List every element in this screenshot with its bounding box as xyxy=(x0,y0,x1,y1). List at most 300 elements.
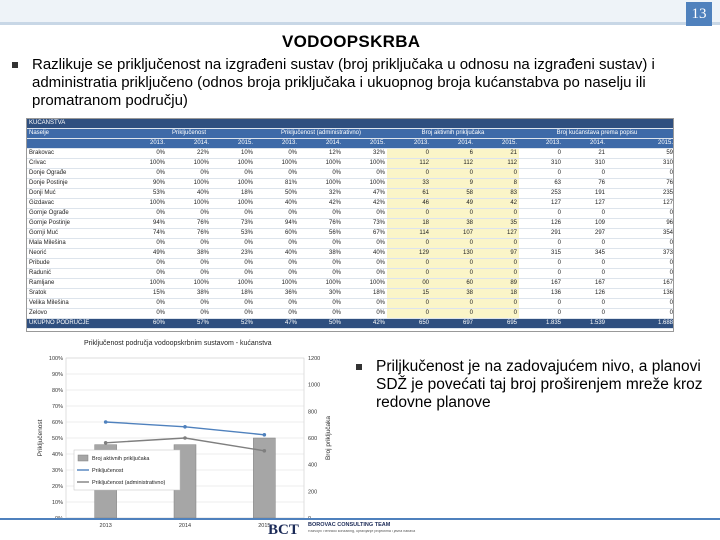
y-tick-label: 20% xyxy=(51,484,63,490)
table-cell: 0% xyxy=(167,239,211,249)
table-cell: 18% xyxy=(211,289,255,299)
table-cell: 89 xyxy=(475,279,519,289)
slide-number: 13 xyxy=(686,2,712,26)
series-point xyxy=(183,425,187,429)
year-header: 2013. xyxy=(519,139,563,149)
table-cell: 50% xyxy=(299,319,343,329)
y-axis-label: Priključenost xyxy=(37,419,44,457)
table-cell: 112 xyxy=(431,159,475,169)
table-cell: 0% xyxy=(255,259,299,269)
logo-mark: BCT xyxy=(268,522,299,538)
table-cell: 0 xyxy=(431,209,475,219)
table-cell: 310 xyxy=(607,159,674,169)
table-cell: 40% xyxy=(255,199,299,209)
table-cell: 235 xyxy=(607,189,674,199)
table-cell: 53% xyxy=(123,189,167,199)
table-row xyxy=(27,189,674,199)
table-cell: 47% xyxy=(343,189,387,199)
table-cell: 354 xyxy=(607,229,674,239)
table-cell: 0 xyxy=(563,209,607,219)
table-row xyxy=(27,169,674,179)
table-cell: 97 xyxy=(475,249,519,259)
table-cell: 67% xyxy=(343,229,387,239)
table-cell: 94% xyxy=(123,219,167,229)
table-cell: 60% xyxy=(123,319,167,329)
table-cell: 38 xyxy=(431,289,475,299)
table-row xyxy=(27,229,674,239)
series-point xyxy=(263,449,267,453)
group-header: Broj aktivnih priključaka xyxy=(387,129,519,139)
table-cell: 00 xyxy=(387,279,431,289)
table-cell: 0 xyxy=(475,299,519,309)
table-cell: 83 xyxy=(475,189,519,199)
total-row xyxy=(27,319,674,329)
table-cell: 42% xyxy=(299,199,343,209)
households-table xyxy=(26,118,674,332)
settlement-name: Donje Ograđe xyxy=(27,169,123,179)
table-cell: 100% xyxy=(211,179,255,189)
table-row xyxy=(27,289,674,299)
table-cell: 291 xyxy=(519,229,563,239)
table-cell: 126 xyxy=(563,289,607,299)
series-point xyxy=(183,436,187,440)
top-bar xyxy=(0,0,720,22)
table-cell: 42% xyxy=(343,199,387,209)
table-cell: 30% xyxy=(299,289,343,299)
table-cell: 112 xyxy=(475,159,519,169)
top-bar-accent xyxy=(0,22,720,25)
summary-bullet xyxy=(376,358,706,412)
table-cell: 167 xyxy=(519,279,563,289)
year-header: 2013. xyxy=(123,139,167,149)
table-cell: 22% xyxy=(167,149,211,159)
table-cell: 63 xyxy=(519,179,563,189)
table-cell: 650 xyxy=(387,319,431,329)
table-cell: 310 xyxy=(563,159,607,169)
table-cell: 0 xyxy=(431,239,475,249)
x-tick-label: 2015 xyxy=(258,523,271,529)
table-cell: 33 xyxy=(387,179,431,189)
settlement-name: Mala Milešina xyxy=(27,239,123,249)
y-tick-label: 10% xyxy=(51,500,63,506)
table-cell: 0% xyxy=(299,259,343,269)
table-cell: 0 xyxy=(607,269,674,279)
table-cell: 136 xyxy=(519,289,563,299)
table-cell: 100% xyxy=(299,279,343,289)
first-col-header: Naselje xyxy=(27,129,123,139)
table-cell: 73% xyxy=(211,219,255,229)
table-cell: 0 xyxy=(563,269,607,279)
table-cell: 0% xyxy=(123,299,167,309)
table-cell: 0 xyxy=(387,149,431,159)
settlement-name: Velika Milešina xyxy=(27,299,123,309)
table-cell: 695 xyxy=(475,319,519,329)
table-cell: 0% xyxy=(343,209,387,219)
table-cell: 0% xyxy=(167,209,211,219)
chart-svg xyxy=(34,350,334,536)
table-cell: 38% xyxy=(299,249,343,259)
table-cell: 0 xyxy=(387,259,431,269)
table-cell: 15 xyxy=(387,289,431,299)
table-cell: 0% xyxy=(123,209,167,219)
legend-label: Broj aktivnih priključaka xyxy=(92,456,150,462)
table-cell: 0% xyxy=(299,209,343,219)
table-cell: 0 xyxy=(563,239,607,249)
table-cell: 0% xyxy=(123,259,167,269)
table-cell: 0% xyxy=(255,299,299,309)
table-cell: 0 xyxy=(607,309,674,319)
table-cell: 107 xyxy=(431,229,475,239)
legend-label: Priključenost (administrativno) xyxy=(92,480,166,486)
y-tick-label: 70% xyxy=(51,404,63,410)
table-cell: 297 xyxy=(563,229,607,239)
table-cell: 0% xyxy=(211,209,255,219)
settlement-name: Brakovac xyxy=(27,149,123,159)
group-header: Broj kućanstava prema popisu xyxy=(519,129,674,139)
table-caption: KUĆANSTVA xyxy=(27,119,674,129)
table-cell: 112 xyxy=(387,159,431,169)
table-row xyxy=(27,209,674,219)
table-cell: 0% xyxy=(211,309,255,319)
y-tick-label: 60% xyxy=(51,420,63,426)
table-cell: 100% xyxy=(211,199,255,209)
table-cell: 40% xyxy=(343,249,387,259)
table-cell: 0 xyxy=(607,209,674,219)
table-cell: 167 xyxy=(563,279,607,289)
table-cell: 191 xyxy=(563,189,607,199)
table-cell: 0% xyxy=(343,259,387,269)
settlement-name: Radunić xyxy=(27,269,123,279)
table-cell: 100% xyxy=(123,199,167,209)
year-header: 2014. xyxy=(563,139,607,149)
table-row xyxy=(27,259,674,269)
settlement-name: Gizdavac xyxy=(27,199,123,209)
table-cell: 40% xyxy=(167,189,211,199)
table-cell: 0 xyxy=(607,259,674,269)
table-cell: 100% xyxy=(167,199,211,209)
x-tick-label: 2013 xyxy=(99,523,112,529)
table-cell: 0 xyxy=(519,209,563,219)
table-cell: 0% xyxy=(299,169,343,179)
y-tick-label: 30% xyxy=(51,468,63,474)
y2-tick-label: 1000 xyxy=(308,382,321,389)
table-cell: 61 xyxy=(387,189,431,199)
table-cell: 100% xyxy=(299,179,343,189)
table-cell: 0 xyxy=(431,169,475,179)
table-cell: 345 xyxy=(563,249,607,259)
logo-subtitle: Razvojni i tehnički konzalting, upravljanje projektima i javna nabava xyxy=(308,530,416,533)
table-cell: 0% xyxy=(299,239,343,249)
table-cell: 0 xyxy=(519,239,563,249)
table-cell: 0% xyxy=(167,259,211,269)
table-cell: 6 xyxy=(431,149,475,159)
table-body xyxy=(27,149,674,329)
table-cell: 47% xyxy=(255,319,299,329)
settlement-name: Donje Postinje xyxy=(27,179,123,189)
table-row xyxy=(27,249,674,259)
table-row xyxy=(27,159,674,169)
group-header: Priključenost xyxy=(123,129,255,139)
year-header: 2014. xyxy=(299,139,343,149)
table-cell: 127 xyxy=(607,199,674,209)
summary-text: Priljkučenost je na zadovajućem nivo, a planovi SDŽ je povećati taj broj proširenjem mreže kroz redovne planove xyxy=(376,358,703,411)
y2-tick-label: 400 xyxy=(308,462,318,469)
table-cell: 0 xyxy=(475,269,519,279)
table-cell: 1.688 xyxy=(607,319,674,329)
table-cell: 58 xyxy=(431,189,475,199)
table-cell: 0 xyxy=(387,209,431,219)
table-cell: 0 xyxy=(519,269,563,279)
settlement-name: Gornji Muć xyxy=(27,229,123,239)
table-row xyxy=(27,149,674,159)
year-header: 2015. xyxy=(343,139,387,149)
table-cell: 76% xyxy=(167,219,211,229)
table-cell: 0 xyxy=(387,239,431,249)
table-cell: 0% xyxy=(123,149,167,159)
x-tick-label: 2014 xyxy=(178,523,192,529)
table-cell: 94% xyxy=(255,219,299,229)
table-cell: 0 xyxy=(519,259,563,269)
table-cell: 60% xyxy=(255,229,299,239)
table-cell: 0 xyxy=(431,259,475,269)
chart-title: Priključenost područja vodoopskrbnim sustavom - kućanstva xyxy=(84,340,272,347)
bullet-square-icon xyxy=(356,364,362,370)
table-cell: 38% xyxy=(167,289,211,299)
table-cell: 32% xyxy=(343,149,387,159)
table-cell: 0% xyxy=(211,239,255,249)
table-cell: 32% xyxy=(299,189,343,199)
table-cell: 40% xyxy=(255,249,299,259)
table-cell: 109 xyxy=(563,219,607,229)
table-cell: 57% xyxy=(167,319,211,329)
table-cell: 0 xyxy=(431,269,475,279)
table-cell: 0% xyxy=(167,309,211,319)
table-cell: 0% xyxy=(255,239,299,249)
table-cell: 0% xyxy=(299,269,343,279)
table-cell: 100% xyxy=(167,279,211,289)
table-cell: 60 xyxy=(431,279,475,289)
table-cell: 9 xyxy=(431,179,475,189)
intro-text: Razlikuje se priključenost na izgrađeni sustav (broj priključaka u odnosu na izgrađeni sustav) i administratia priključeno (odnos broja priključaka i ukuopnog broja kućanstabva po naselju ili promatranom području) xyxy=(32,56,655,109)
y-tick-label: 80% xyxy=(51,388,63,394)
table-cell: 81% xyxy=(255,179,299,189)
table-cell: 0 xyxy=(475,169,519,179)
table-cell: 0 xyxy=(563,299,607,309)
intro-bullet xyxy=(12,56,716,110)
table-cell: 0% xyxy=(123,239,167,249)
y2-tick-label: 800 xyxy=(308,409,318,416)
table-cell: 0% xyxy=(343,169,387,179)
table-cell: 0% xyxy=(255,149,299,159)
table-cell: 0 xyxy=(519,299,563,309)
slide-title: VODOOPSKRBA xyxy=(282,32,421,51)
settlement-name: Crivac xyxy=(27,159,123,169)
table-cell: 100% xyxy=(123,159,167,169)
table-cell: 0% xyxy=(255,309,299,319)
y2-tick-label: 1200 xyxy=(308,356,321,362)
table-cell: 0 xyxy=(431,309,475,319)
table-cell: 46 xyxy=(387,199,431,209)
table-cell: 0% xyxy=(167,269,211,279)
footer-line xyxy=(0,518,720,520)
table-cell: 1.539 xyxy=(563,319,607,329)
table-cell: 56% xyxy=(299,229,343,239)
table-cell: 76 xyxy=(607,179,674,189)
table-cell: 127 xyxy=(475,229,519,239)
table-cell: 0 xyxy=(607,239,674,249)
table-cell: 136 xyxy=(607,289,674,299)
table-cell: 76% xyxy=(167,229,211,239)
table-row xyxy=(27,179,674,189)
table-cell: 96 xyxy=(607,219,674,229)
settlement-name: Pribude xyxy=(27,259,123,269)
table-cell: 100% xyxy=(211,159,255,169)
year-header: 2015. xyxy=(211,139,255,149)
settlement-name: Sratok xyxy=(27,289,123,299)
table-cell: 0 xyxy=(475,239,519,249)
table-cell: 0% xyxy=(211,259,255,269)
y-tick-label: 90% xyxy=(51,372,63,378)
table-cell: 42 xyxy=(475,199,519,209)
table-cell: 373 xyxy=(607,249,674,259)
table-cell: 0 xyxy=(475,259,519,269)
table-cell: 18% xyxy=(211,189,255,199)
y2-tick-label: 600 xyxy=(308,436,318,442)
table-cell: 0% xyxy=(255,169,299,179)
settlement-name: UKUPNO PODRUČJE xyxy=(27,319,123,329)
settlement-name: Gornje Ograđe xyxy=(27,209,123,219)
year-header: 2013. xyxy=(387,139,431,149)
table-cell: 130 xyxy=(431,249,475,259)
year-header: 2013. xyxy=(255,139,299,149)
table-cell: 90% xyxy=(123,179,167,189)
company-logo xyxy=(268,521,418,540)
table-cell: 100% xyxy=(343,279,387,289)
table-cell: 0% xyxy=(123,169,167,179)
table-cell: 0% xyxy=(167,169,211,179)
y-tick-label: 100% xyxy=(48,356,63,362)
table-cell: 76 xyxy=(563,179,607,189)
table-cell: 74% xyxy=(123,229,167,239)
table-cell: 114 xyxy=(387,229,431,239)
table-cell: 18 xyxy=(387,219,431,229)
table-cell: 127 xyxy=(519,199,563,209)
table-cell: 0 xyxy=(387,169,431,179)
table-cell: 0 xyxy=(563,309,607,319)
table-cell: 0 xyxy=(607,299,674,309)
settlement-name: Gornje Postinje xyxy=(27,219,123,229)
y-tick-label: 50% xyxy=(51,436,63,442)
legend-swatch xyxy=(78,455,88,461)
table-cell: 0% xyxy=(211,299,255,309)
table-row xyxy=(27,309,674,319)
year-header: 2014. xyxy=(431,139,475,149)
table-cell: 315 xyxy=(519,249,563,259)
table-cell: 0 xyxy=(475,309,519,319)
settlement-name: Neorić xyxy=(27,249,123,259)
table-cell: 38% xyxy=(167,249,211,259)
table-cell: 15% xyxy=(123,289,167,299)
group-header: Priključenost (administrativno) xyxy=(255,129,387,139)
table-cell: 76% xyxy=(299,219,343,229)
table-cell: 0% xyxy=(343,269,387,279)
table-cell: 10% xyxy=(211,149,255,159)
series-point xyxy=(104,441,108,445)
table-cell: 100% xyxy=(123,279,167,289)
series-point xyxy=(104,420,108,424)
table-cell: 0% xyxy=(211,269,255,279)
series-point xyxy=(263,433,267,437)
year-header: 2015. xyxy=(475,139,519,149)
table-cell: 0% xyxy=(211,169,255,179)
year-header-row xyxy=(27,139,674,149)
year-header: 2015. xyxy=(607,139,674,149)
table-cell: 100% xyxy=(255,159,299,169)
table-cell: 12% xyxy=(299,149,343,159)
table-cell: 18% xyxy=(343,289,387,299)
table-cell: 100% xyxy=(299,159,343,169)
settlement-name: Ramljane xyxy=(27,279,123,289)
table-cell: 0% xyxy=(299,309,343,319)
table-cell: 126 xyxy=(519,219,563,229)
table-cell: 0 xyxy=(563,259,607,269)
legend-label: Priključenost xyxy=(92,468,124,474)
table-cell: 0 xyxy=(519,309,563,319)
table-cell: 0% xyxy=(343,239,387,249)
table-cell: 38 xyxy=(431,219,475,229)
table-cell: 253 xyxy=(519,189,563,199)
table-cell: 0% xyxy=(123,269,167,279)
table-cell: 21 xyxy=(475,149,519,159)
logo-name: BOROVAC CONSULTING TEAM xyxy=(308,522,391,528)
table-cell: 0 xyxy=(563,169,607,179)
table-cell: 0% xyxy=(167,299,211,309)
table-cell: 59 xyxy=(607,149,674,159)
table-cell: 53% xyxy=(211,229,255,239)
table-row xyxy=(27,199,674,209)
table-row xyxy=(27,299,674,309)
table-row xyxy=(27,219,674,229)
table-cell: 36% xyxy=(255,289,299,299)
table-cell: 35 xyxy=(475,219,519,229)
table-cell: 49% xyxy=(123,249,167,259)
table-cell: 73% xyxy=(343,219,387,229)
settlement-name: Donji Muć xyxy=(27,189,123,199)
table-cell: 0 xyxy=(519,149,563,159)
table-cell: 127 xyxy=(563,199,607,209)
y-tick-label: 40% xyxy=(51,452,63,458)
table-row xyxy=(27,239,674,249)
table-cell: 0 xyxy=(519,169,563,179)
table-cell: 1.835 xyxy=(519,319,563,329)
table-cell: 8 xyxy=(475,179,519,189)
table-cell: 0 xyxy=(475,209,519,219)
table-cell: 100% xyxy=(167,159,211,169)
settlement-name: Zelovo xyxy=(27,309,123,319)
table-cell: 0% xyxy=(123,309,167,319)
table-cell: 100% xyxy=(255,279,299,289)
table-cell: 49 xyxy=(431,199,475,209)
table-cell: 0 xyxy=(387,269,431,279)
y2-tick-label: 200 xyxy=(308,489,318,496)
table-cell: 100% xyxy=(167,179,211,189)
table-cell: 697 xyxy=(431,319,475,329)
year-header: 2014. xyxy=(167,139,211,149)
table-cell: 0 xyxy=(431,299,475,309)
table-cell: 100% xyxy=(211,279,255,289)
table-cell: 167 xyxy=(607,279,674,289)
table-cell: 0 xyxy=(387,309,431,319)
